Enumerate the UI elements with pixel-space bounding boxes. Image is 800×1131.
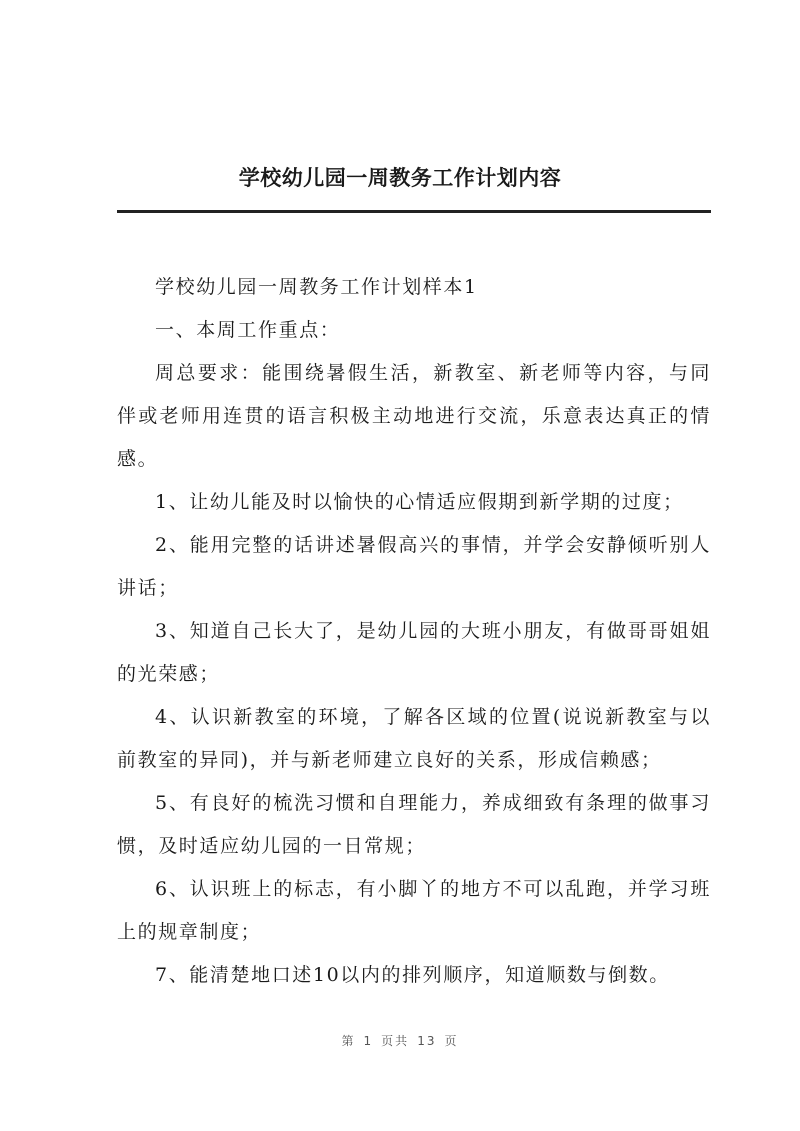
paragraph-item-5: 5、有良好的梳洗习惯和自理能力，养成细致有条理的做事习惯，及时适应幼儿园的一日常规； [117,792,711,857]
document-title: 学校幼儿园一周教务工作计划内容 [238,166,562,190]
paragraph-heading: 学校幼儿园一周教务工作计划样本1 [155,276,478,298]
footer-total-pages: 13 [417,1034,437,1048]
paragraph-requirement: 周总要求：能围绕暑假生活，新教室、新老师等内容，与同伴或老师用连贯的语言积极主动地进行交流，乐意表达真正的情感。 [117,362,711,470]
paragraph-item-1: 1、让幼儿能及时以愉快的心情适应假期到新学期的过度； [155,491,684,513]
paragraph-item-2: 2、能用完整的话讲述暑假高兴的事情，并学会安静倾听别人讲话； [117,534,711,599]
footer-middle: 页共 [381,1034,410,1048]
paragraph-item-4: 4、认识新教室的环境，了解各区域的位置(说说新教室与以前教室的异同)，并与新老师建立良好的关系，形成信赖感； [117,706,711,771]
page-footer [0,1032,800,1049]
footer-suffix: 页 [444,1034,459,1048]
footer-page-number: 1 [363,1034,374,1048]
paragraph-item-3: 3、知道自己长大了，是幼儿园的大班小朋友，有做哥哥姐姐的光荣感； [117,620,711,685]
paragraph-section: 一、本周工作重点： [155,319,341,341]
paragraph-item-6: 6、认识班上的标志，有小脚丫的地方不可以乱跑，并学习班上的规章制度； [117,878,711,943]
document-body [117,266,711,997]
paragraph-item-7: 7、能清楚地口述10以内的排列顺序，知道顺数与倒数。 [155,964,670,986]
title-divider [117,210,711,213]
footer-prefix: 第 [341,1034,356,1048]
